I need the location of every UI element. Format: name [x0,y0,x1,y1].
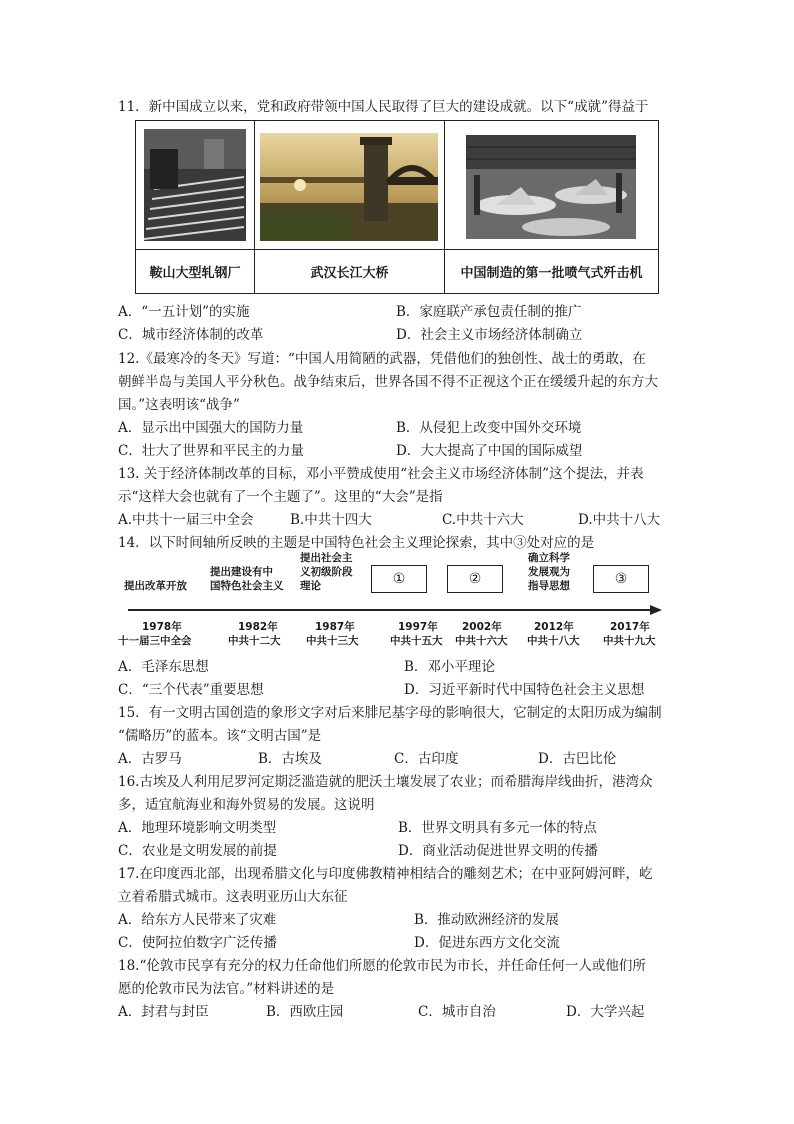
q18-option-d[interactable]: D．大学兴起 [566,1004,645,1020]
timeline-box-1: ① [371,565,427,593]
q17-line-2: 立着希腊式城市。这表明亚历山大东征 [118,889,348,905]
tl-year-1982: 1982年 [238,621,278,633]
q12-option-d[interactable]: D．大大提高了中国的国际威望 [396,443,583,459]
q17-line-1: 17.在印度西北部，出现希腊文化与印度佛教精神相结合的雕刻艺术；在中亚阿姆河畔，屹 [118,866,653,882]
tl-event-1987: 中共十三大 [306,635,359,647]
tl-event-1978: 十一届三中全会 [118,635,192,647]
q16-option-b[interactable]: B．世界文明具有多元一体的特点 [398,820,597,836]
q17-option-a[interactable]: A．给东方人民带来了灾难 [118,912,277,928]
tl-label-4c: 指导思想 [528,580,570,592]
jet-fighters-photo [466,135,636,239]
q15-option-b[interactable]: B．古埃及 [258,751,322,767]
q15-line-1: 15．有一文明古国创造的象形文字对后来腓尼基字母的影响很大，它制定的太阳历成为编制 [118,705,662,721]
q11-stem: 11．新中国成立以来，党和政府带领中国人民取得了巨大的建设成就。以下“成就”得益于 [118,99,649,115]
q16-line-1: 16.古埃及人利用尼罗河定期泛滥造就的肥沃土壤发展了农业；而希腊海岸线曲折，港湾众 [118,774,653,790]
q11-image-table [135,120,659,294]
q11-option-c[interactable]: C．城市经济体制的改革 [118,327,264,343]
q18-line-2: 愿的伦敦市民为法官。”材料讲述的是 [118,981,335,997]
q16-option-a[interactable]: A．地理环境影响文明类型 [118,820,277,836]
q11-option-b[interactable]: B．家庭联产承包责任制的推广 [396,304,582,320]
timeline-axis [128,605,662,615]
q13-option-d[interactable]: D.中共十八大 [578,512,661,528]
tl-year-1997: 1997年 [398,621,438,633]
q11-option-a[interactable]: A．“一五计划”的实施 [118,304,250,320]
caption-wuhan-bridge: 武汉长江大桥 [310,265,389,281]
tl-label-2a: 提出建设有中 [210,566,273,578]
q13-option-a[interactable]: A.中共十一届三中全会 [118,512,254,528]
tl-label-4a: 确立科学 [528,552,570,564]
q16-option-c[interactable]: C．农业是文明发展的前提 [118,843,277,859]
tl-label-3a: 提出社会主 [300,552,353,564]
q13-line-2: 示“这样大会也就有了一个主题了”。这里的“大会”是指 [118,489,443,505]
tl-event-1982: 中共十二大 [228,635,281,647]
q15-line-2: “儒略历”的蓝本。该“文明古国”是 [118,728,322,744]
rolling-mill-photo [144,129,246,241]
q17-option-b[interactable]: B．推动欧洲经济的发展 [414,912,559,928]
q14-option-d[interactable]: D．习近平新时代中国特色社会主义思想 [404,682,645,698]
tl-event-1997: 中共十五大 [390,635,443,647]
tl-year-2017: 2017年 [610,621,650,633]
q18-option-b[interactable]: B．西欧庄园 [266,1004,344,1020]
tl-label-2b: 国特色社会主义 [210,580,284,592]
q14-option-c[interactable]: C．“三个代表”重要思想 [118,682,264,698]
q18-option-a[interactable]: A．封君与封臣 [118,1004,209,1020]
caption-rolling-mill: 鞍山大型轧钢厂 [149,265,241,281]
timeline-box-3: ③ [593,565,649,593]
q17-option-c[interactable]: C．使阿拉伯数字广泛传播 [118,935,277,951]
q15-option-a[interactable]: A．古罗马 [118,751,182,767]
tl-label-3c: 理论 [300,580,321,592]
tl-event-2002: 中共十六大 [455,635,508,647]
q13-line-1: 13. 关于经济体制改革的目标，邓小平赞成使用“社会主义市场经济体制”这个提法，并表 [118,466,644,482]
tl-event-2017: 中共十九大 [603,635,656,647]
q12-option-a[interactable]: A．显示出中国强大的国防力量 [118,420,304,436]
tl-year-2002: 2002年 [462,621,502,633]
q18-option-c[interactable]: C．城市自治 [418,1004,496,1020]
q12-option-c[interactable]: C．壮大了世界和平民主的力量 [118,443,304,459]
q11-option-d[interactable]: D．社会主义市场经济体制确立 [396,327,583,343]
q18-line-1: 18.“伦敦市民享有充分的权力任命他们所愿的伦敦市民为市长，并任命任何一人或他们所 [118,958,646,974]
tl-year-1978: 1978年 [142,621,182,633]
tl-event-2012: 中共十八大 [527,635,580,647]
q12-line-1: 12.《最寒冷的冬天》写道：“中国人用简陋的武器，凭借他们的独创性、战士的勇敢，在 [118,351,646,367]
q14-option-b[interactable]: B．邓小平理论 [404,659,495,675]
q16-option-d[interactable]: D．商业活动促进世界文明的传播 [398,843,598,859]
tl-label-1: 提出改革开放 [124,580,187,592]
q13-option-c[interactable]: C.中共十六大 [442,512,524,528]
tl-label-4b: 发展观为 [528,566,570,578]
tl-year-2012: 2012年 [534,621,574,633]
q14-option-a[interactable]: A．毛泽东思想 [118,659,209,675]
timeline-box-2: ② [447,565,503,593]
q12-option-b[interactable]: B．从侵犯上改变中国外交环境 [396,420,582,436]
q13-option-b[interactable]: B.中共十四大 [290,512,372,528]
caption-jet-fighters: 中国制造的第一批喷气式歼击机 [460,265,643,281]
wuhan-bridge-photo [260,133,438,241]
q15-option-c[interactable]: C．古印度 [394,751,459,767]
q14-stem: 14．以下时间轴所反映的主题是中国特色社会主义理论探索，其中③处对应的是 [118,535,595,551]
q15-option-d[interactable]: D．古巴比伦 [538,751,617,767]
q16-line-2: 多，适宜航海业和海外贸易的发展。这说明 [118,797,375,813]
tl-label-3b: 义初级阶段 [300,566,353,578]
q17-option-d[interactable]: D．促进东西方文化交流 [414,935,560,951]
tl-year-1987: 1987年 [315,621,355,633]
q12-line-3: 国。”这表明该“战争” [118,397,240,413]
q12-line-2: 朝鲜半岛与美国人平分秋色。战争结束后，世界各国不得不正视这个正在缓缓升起的东方大 [118,374,658,390]
